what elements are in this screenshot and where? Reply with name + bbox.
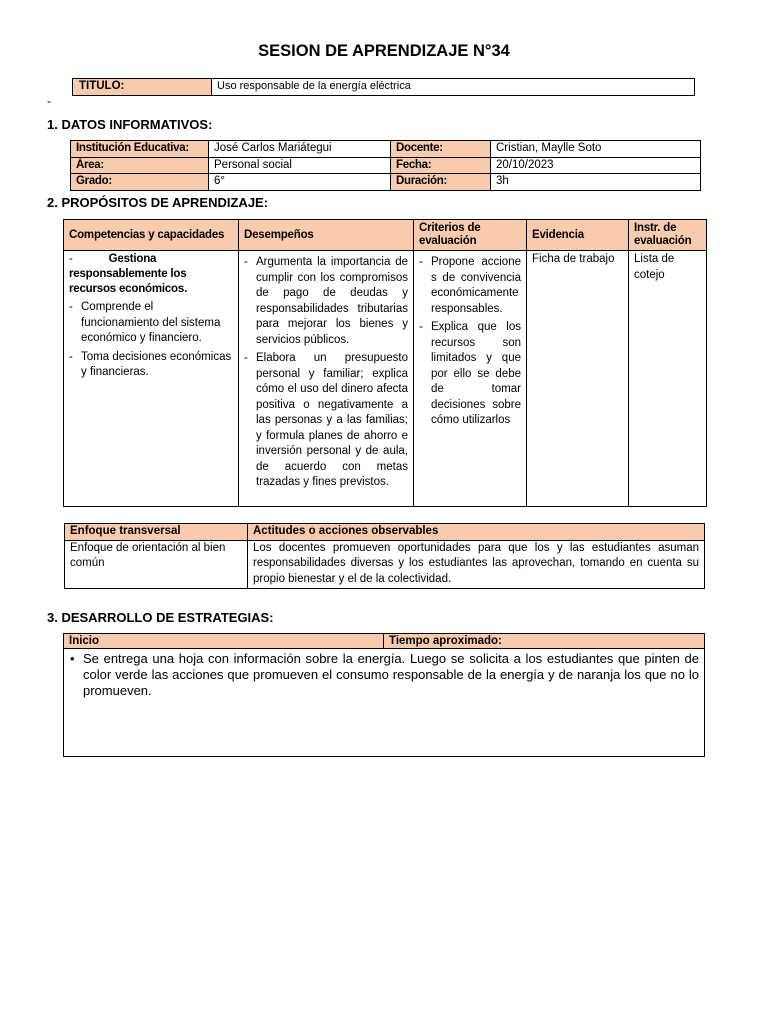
fecha-label: Fecha: [391,157,491,174]
desempeno-item: - Argumenta la importancia de cumplir con los compromisos de pago de deudas y responsabilidades tributarias para mejorar los bienes y servicios públicos. [244,255,408,348]
enfoque-text: Los docentes promueven oportunidades para que los y las estudiantes asuman responsabilidades diversas y los estudiantes las aprovechan, tomando en cuenta su propio bienestar y el de la colectividad. [248,540,705,588]
stray-dash: - [47,94,51,108]
docente-value: Cristian, Maylle Soto [491,141,701,158]
header-instrumento: Instr. de evaluación [629,220,707,251]
datos-table [70,140,701,191]
criterios-cell [414,251,527,507]
datos-row [71,157,701,174]
section-1-heading: 1. DATOS INFORMATIVOS: [47,117,213,132]
inicio-item: • Se entrega una hoja con información sobre la energía. Luego se solicita a los estudiantes que pinten de color verde las acciones que promueven el consumo responsable de la energía y de naranja los que no lo promueven. [67,651,699,699]
header-desempenos: Desempeños [239,220,414,251]
estrategias-table [63,633,705,757]
competencia-title-block [69,252,233,297]
docente-label: Docente: [391,141,491,158]
section-3-heading: 3. DESARROLLO DE ESTRATEGIAS: [47,610,274,625]
header-tiempo: Tiempo aproximado: [384,634,705,649]
header-criterios: Criterios de evaluación [414,220,527,251]
page-title: SESION DE APRENDIZAJE N°34 [258,42,510,60]
competencia-cell [64,251,239,507]
area-label: Área: [71,157,209,174]
header-inicio: Inicio [64,634,384,649]
criterios-list [419,255,521,429]
criterio-item: - Propone acciones de convivencia económicamente responsables. [419,255,521,317]
titulo-label: TITULO: [73,79,212,96]
grado-label: Grado: [71,174,209,191]
competencia-title: Gestiona responsablemente los recursos económicos. [69,253,188,295]
datos-row [71,141,701,158]
header-enfoque: Enfoque transversal [65,524,248,541]
propositos-table [63,219,707,507]
desempenos-list [244,255,408,491]
competencia-dash: - [69,253,73,265]
capacidad-item: - Comprende el funcionamiento del sistema económico y financiero. [69,300,233,347]
area-value: Personal social [209,157,391,174]
capacidad-item: - Toma decisiones económicas y financieras. [69,350,233,381]
datos-row [71,174,701,191]
header-evidencia: Evidencia [527,220,629,251]
header-actitudes: Actitudes o acciones observables [248,524,705,541]
titulo-table [72,78,695,96]
duracion-label: Duración: [391,174,491,191]
titulo-value: Uso responsable de la energía eléctrica [212,79,695,96]
fecha-value: 20/10/2023 [491,157,701,174]
header-competencias: Competencias y capacidades [64,220,239,251]
section-2-heading: 2. PROPÓSITOS DE APRENDIZAJE: [47,195,269,210]
capacidades-list [69,300,233,381]
evidencia-cell: Ficha de trabajo [527,251,629,507]
inicio-list [67,651,699,699]
grado-value: 6° [209,174,391,191]
institucion-label: Institución Educativa: [71,141,209,158]
duracion-value: 3h [491,174,701,191]
desempeno-item: - Elabora un presupuesto personal y familiar; explica cómo el uso del dinero afecta positiva o negativamente a las personas y a las familias; y formula planes de ahorro e inversión personal y de aula, de acuerdo con metas trazadas y fines previstos. [244,351,408,491]
desempenos-cell [239,251,414,507]
enfoque-name: Enfoque de orientación al bien común [65,540,248,588]
instrumento-cell: Lista de cotejo [629,251,707,507]
criterio-item: - Explica que los recursos son limitados y que por ello se debe de tomar decisiones sobre cómo utilizarlos [419,320,521,429]
institucion-value: José Carlos Mariátegui [209,141,391,158]
inicio-content [64,649,705,757]
enfoque-table [64,523,705,589]
